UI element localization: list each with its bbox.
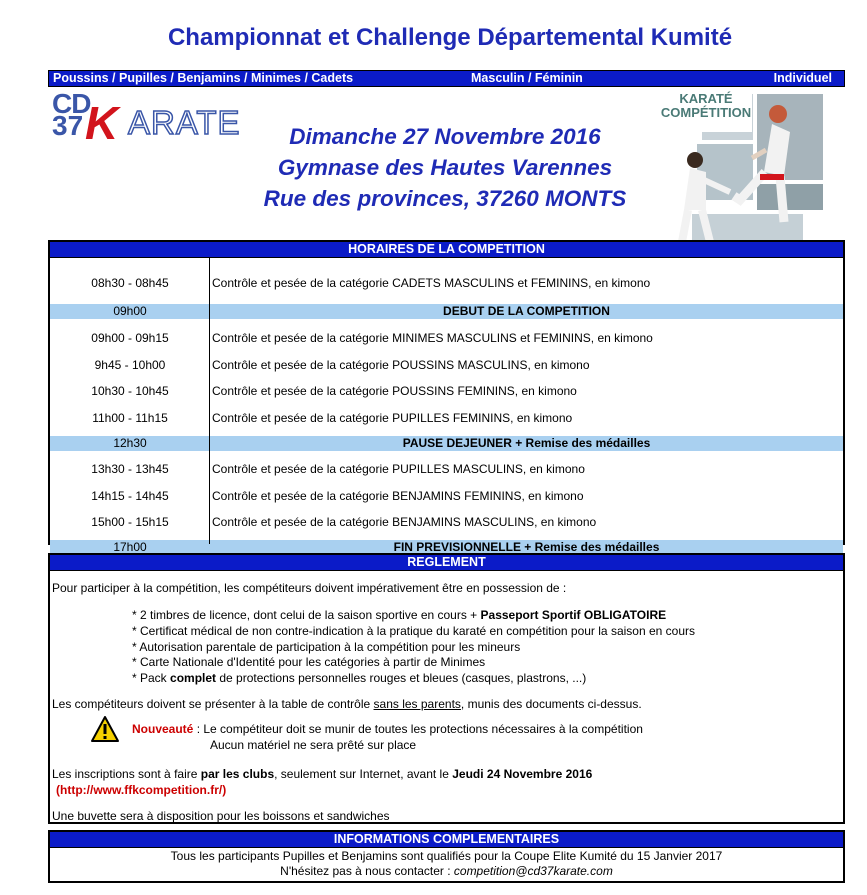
new-notice — [132, 722, 643, 736]
schedule-description: PAUSE DEJEUNER + Remise des médailles — [402, 436, 651, 450]
rule-bold: Jeudi 24 Novembre 2016 — [452, 767, 593, 781]
new-label: Nouveauté — [132, 722, 194, 736]
rule-underline: sans les parents — [373, 697, 461, 711]
logo-cd: CD — [52, 88, 91, 119]
schedule-time: 11h00 - 11h15 — [92, 411, 168, 425]
rule-text: Les inscriptions sont à faire — [52, 767, 201, 781]
schedule-time: 14h15 - 14h45 — [91, 489, 169, 503]
schedule-section — [48, 240, 845, 554]
schedule-description: Contrôle et pesée de la catégorie POUSSINS MASCULINS, en kimono — [212, 358, 590, 372]
schedule-milestone-row — [50, 436, 843, 451]
rule-item: * Autorisation parentale de participation à la compétition pour les mineurs — [132, 640, 521, 654]
page-title: Championnat et Challenge Départemental Kumité — [167, 24, 733, 51]
schedule-row — [50, 410, 843, 426]
gender-label: Masculin / Féminin — [471, 71, 583, 85]
rules-section — [48, 553, 845, 824]
schedule-description: Contrôle et pesée de la catégorie MINIMES MASCULINS et FEMININS, en kimono — [212, 331, 653, 345]
schedule-time: 9h45 - 10h00 — [94, 358, 166, 372]
schedule-time: 12h30 — [113, 436, 147, 450]
photo-banner: KARATÉ COMPÉTITION — [660, 92, 752, 132]
rule-item: * Carte Nationale d'Identité pour les catégories à partir de Minimes — [132, 655, 486, 669]
rule-text: de protections personnelles rouges et bleues (casques, plastrons, ...) — [216, 671, 587, 685]
info-text: N'hésitez pas à nous contacter : — [280, 864, 454, 878]
schedule-row — [50, 461, 843, 477]
contact-email[interactable]: competition@cd37karate.com — [453, 864, 613, 878]
schedule-time: 15h00 - 15h15 — [91, 515, 169, 529]
schedule-row — [50, 357, 843, 373]
rule-item — [132, 608, 666, 622]
schedule-description: FIN PREVISIONNELLE + Remise des médailles — [393, 540, 660, 554]
logo-number: 37 — [52, 110, 84, 141]
buvette-text: Une buvette sera à disposition pour les boissons et sandwiches — [52, 809, 390, 823]
rule-text: Les compétiteurs doivent se présenter à la table de contrôle — [52, 697, 374, 711]
schedule-milestone-row — [50, 304, 843, 319]
rules-header: REGLEMENT — [50, 555, 843, 571]
rule-bold: Passeport Sportif OBLIGATOIRE — [480, 608, 667, 622]
event-date: Dimanche 27 Novembre 2016 — [289, 124, 601, 149]
schedule-description: DEBUT DE LA COMPETITION — [443, 304, 610, 318]
rules-intro: Pour participer à la compétition, les compétiteurs doivent impérativement être en possession de : — [52, 581, 567, 595]
schedule-time: 17h00 — [113, 540, 147, 554]
schedule-time: 10h30 - 10h45 — [91, 384, 169, 398]
schedule-description: Contrôle et pesée de la catégorie BENJAMINS FEMININS, en kimono — [212, 489, 584, 503]
info-line1: Tous les participants Pupilles et Benjamins sont qualifiés pour la Coupe Elite Kumité du 15 Janvier 2017 — [170, 849, 723, 863]
new-text: : Le compétiteur doit se munir de toutes les protections nécessaires à la compétition — [193, 722, 643, 736]
rule-text: * 2 timbres de licence, dont celui de la saison sportive en cours + — [132, 608, 481, 622]
warning-icon — [90, 715, 120, 743]
category-bar — [48, 70, 845, 87]
info-section — [48, 830, 845, 883]
event-venue: Gymnase des Hautes Varennes — [277, 155, 613, 180]
event-address: Rue des provinces, 37260 MONTS — [263, 186, 627, 211]
rule-text: , munis des documents ci-dessus. — [460, 697, 642, 711]
new-notice-line2: Aucun matériel ne sera prêté sur place — [210, 738, 417, 752]
karate-photo — [660, 92, 848, 260]
rule-item — [132, 671, 586, 685]
schedule-row — [50, 275, 843, 291]
schedule-time: 09h00 - 09h15 — [91, 331, 169, 345]
logo-arate: ARATE — [128, 104, 241, 141]
schedule-description: Contrôle et pesée de la catégorie POUSSINS FEMININS, en kimono — [212, 384, 577, 398]
schedule-header: HORAIRES DE LA COMPETITION — [50, 242, 843, 258]
rule-text: , seulement sur Internet, avant le — [274, 767, 453, 781]
info-line2 — [50, 864, 843, 879]
rules-present — [52, 697, 642, 711]
categories-label: Poussins / Pupilles / Benjamins / Minimes / Cadets — [53, 71, 354, 85]
schedule-time: 09h00 — [113, 304, 147, 318]
schedule-row — [50, 488, 843, 504]
schedule-description: Contrôle et pesée de la catégorie BENJAMINS MASCULINS, en kimono — [212, 515, 597, 529]
schedule-row — [50, 514, 843, 530]
registration-text — [52, 767, 592, 781]
rule-item: * Certificat médical de non contre-indication à la pratique du karaté en compétition pour la saison en cours — [132, 624, 695, 638]
registration-link[interactable]: (http://www.ffkcompetition.fr/) — [56, 783, 227, 797]
schedule-time: 13h30 - 13h45 — [91, 462, 169, 476]
type-label: Individuel — [773, 71, 832, 85]
schedule-row — [50, 330, 843, 346]
schedule-time: 08h30 - 08h45 — [91, 276, 169, 290]
logo-k: K — [85, 97, 119, 149]
info-header: INFORMATIONS COMPLEMENTAIRES — [50, 832, 843, 848]
schedule-description: Contrôle et pesée de la catégorie PUPILLES FEMININS, en kimono — [212, 411, 573, 425]
rule-text: * Pack — [132, 671, 171, 685]
rule-bold: par les clubs — [200, 767, 275, 781]
schedule-divider — [209, 258, 210, 544]
schedule-description: Contrôle et pesée de la catégorie CADETS MASCULINS et FEMININS, en kimono — [212, 276, 651, 290]
schedule-row — [50, 383, 843, 399]
cd37-karate-logo — [50, 90, 255, 150]
rule-bold: complet — [170, 671, 217, 685]
schedule-description: Contrôle et pesée de la catégorie PUPILLES MASCULINS, en kimono — [212, 462, 585, 476]
